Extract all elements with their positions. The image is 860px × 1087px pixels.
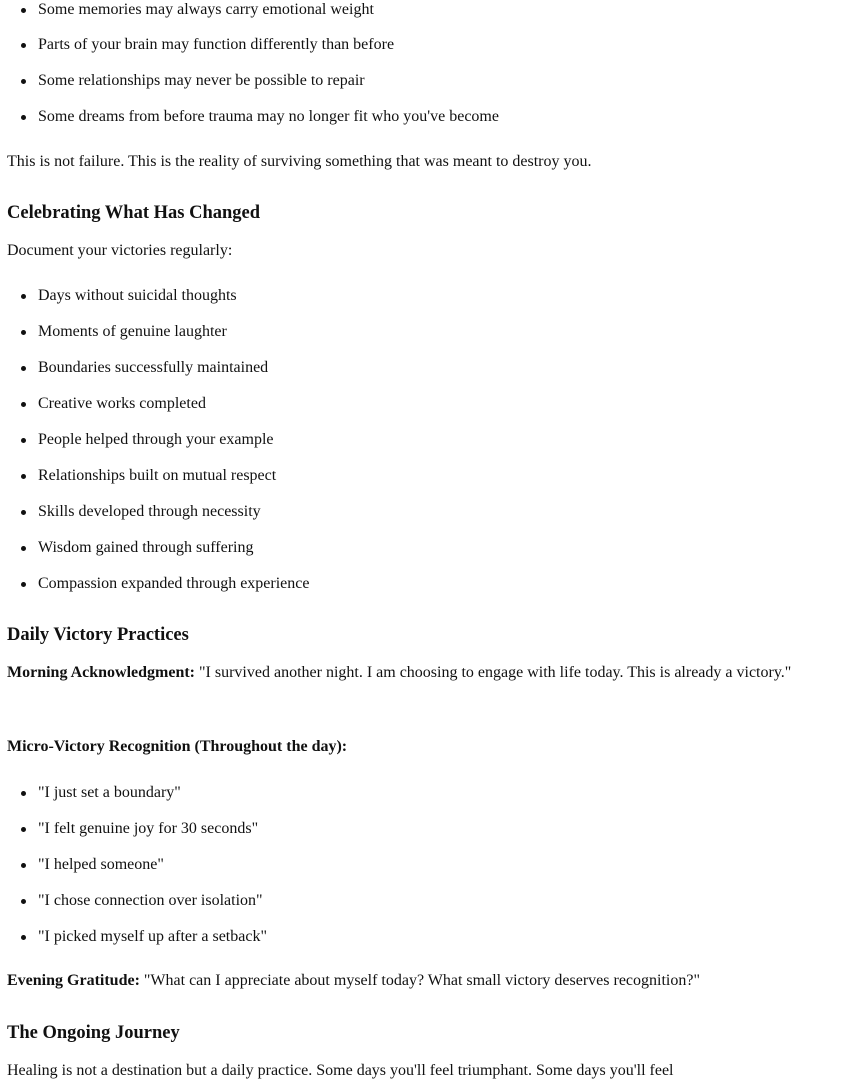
list-item: Days without suicidal thoughts bbox=[38, 287, 237, 304]
celebrating-heading: Celebrating What Has Changed bbox=[7, 203, 261, 223]
list-item: "I helped someone" bbox=[38, 856, 164, 873]
daily-heading: Daily Victory Practices bbox=[7, 625, 189, 645]
ongoing-heading: The Ongoing Journey bbox=[7, 1023, 180, 1043]
not-failure-paragraph: This is not failure. This is the reality of surviving something that was meant to destroy you. bbox=[7, 153, 592, 170]
micro-victory-label-text: Micro-Victory Recognition (Throughout the day): bbox=[7, 738, 348, 755]
list-item: "I just set a boundary" bbox=[38, 784, 181, 801]
list-item: Some memories may always carry emotional weight bbox=[38, 1, 374, 18]
evening-paragraph bbox=[7, 971, 700, 991]
list-item: People helped through your example bbox=[38, 431, 274, 448]
list-item: Some dreams from before trauma may no longer fit who you've become bbox=[38, 108, 499, 125]
list-item: Some relationships may never be possible to repair bbox=[38, 72, 365, 89]
list-item: "I chose connection over isolation" bbox=[38, 892, 263, 909]
evening-text: "What can I appreciate about myself today? What small victory deserves recognition?" bbox=[139, 972, 700, 989]
morning-paragraph bbox=[7, 658, 807, 688]
list-item: Compassion expanded through experience bbox=[38, 575, 310, 592]
list-item: Boundaries successfully maintained bbox=[38, 359, 269, 376]
ongoing-paragraph: Healing is not a destination but a daily practice. Some days you'll feel triumphant. Some days you'll feel bbox=[7, 1062, 674, 1079]
morning-text: "I survived another night. I am choosing to engage with life today. This is already a victory." bbox=[195, 664, 792, 681]
list-item: Relationships built on mutual respect bbox=[38, 467, 277, 484]
list-item: Wisdom gained through suffering bbox=[38, 539, 254, 556]
list-item: Parts of your brain may function differently than before bbox=[38, 36, 395, 53]
morning-label: Morning Acknowledgment: bbox=[7, 664, 195, 681]
list-item: Creative works completed bbox=[38, 395, 206, 412]
list-item: "I picked myself up after a setback" bbox=[38, 928, 267, 945]
list-item: "I felt genuine joy for 30 seconds" bbox=[38, 820, 259, 837]
list-item: Moments of genuine laughter bbox=[38, 323, 227, 340]
celebrating-intro: Document your victories regularly: bbox=[7, 242, 233, 259]
list-item: Skills developed through necessity bbox=[38, 503, 261, 520]
evening-label: Evening Gratitude: bbox=[7, 972, 140, 989]
micro-victory-label bbox=[7, 737, 347, 757]
